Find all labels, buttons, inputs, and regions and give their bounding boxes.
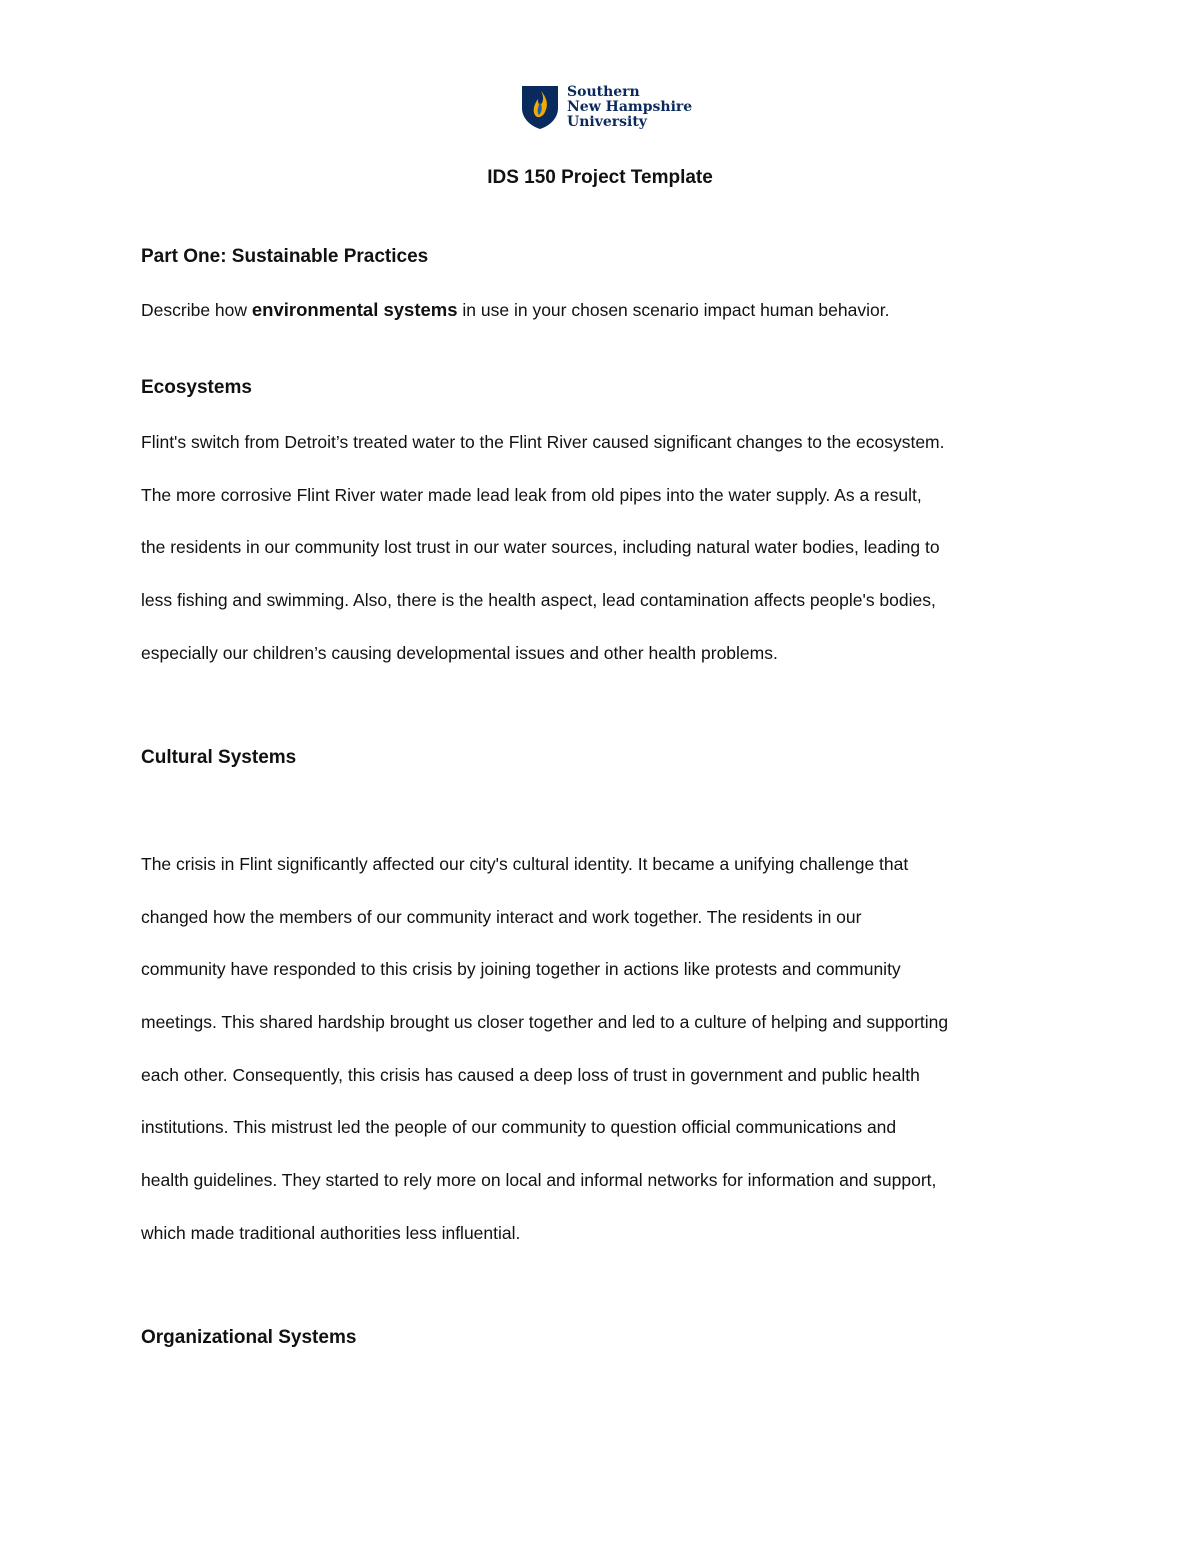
ecosystems-line: Flint's switch from Detroit’s treated water to the Flint River caused significant changes to the ecosystem. bbox=[141, 432, 945, 452]
ecosystems-heading: Ecosystems bbox=[141, 377, 252, 398]
cultural-line: The crisis in Flint significantly affected our city's cultural identity. It became a unifying challenge that bbox=[141, 854, 909, 874]
shield-flame-icon bbox=[521, 84, 559, 130]
cultural-line: which made traditional authorities less influential. bbox=[141, 1223, 521, 1243]
document-title: IDS 150 Project Template bbox=[487, 167, 713, 188]
prompt-bold-term: environmental systems bbox=[251, 299, 458, 320]
ecosystems-line: less fishing and swimming. Also, there is the health aspect, lead contamination affects people's bodies, bbox=[141, 590, 936, 610]
ecosystems-line: The more corrosive Flint River water made lead leak from old pipes into the water supply. As a result, bbox=[141, 485, 922, 505]
logo-line-3: University bbox=[567, 113, 647, 130]
prompt-text-after: in use in your chosen scenario impact human behavior. bbox=[457, 300, 890, 320]
organizational-systems-heading: Organizational Systems bbox=[141, 1327, 357, 1348]
cultural-line: community have responded to this crisis by joining together in actions like protests and community bbox=[141, 959, 901, 979]
cultural-systems-heading: Cultural Systems bbox=[141, 747, 297, 768]
cultural-line: changed how the members of our community interact and work together. The residents in our bbox=[141, 907, 862, 927]
ecosystems-line: especially our children’s causing developmental issues and other health problems. bbox=[141, 643, 778, 663]
prompt-text-before: Describe how bbox=[141, 300, 252, 320]
logo-wordmark bbox=[567, 85, 692, 130]
university-logo bbox=[521, 84, 692, 130]
logo-line-1: Southern bbox=[567, 83, 640, 100]
ecosystems-line: the residents in our community lost trust in our water sources, including natural water bodies, leading to bbox=[141, 537, 940, 557]
cultural-line: meetings. This shared hardship brought us closer together and led to a culture of helping and supporting bbox=[141, 1012, 949, 1032]
cultural-line: each other. Consequently, this crisis has caused a deep loss of trust in government and public health bbox=[141, 1065, 920, 1085]
cultural-line: health guidelines. They started to rely more on local and informal networks for information and support, bbox=[141, 1170, 937, 1190]
logo-line-2: New Hampshire bbox=[567, 98, 693, 115]
part-one-heading: Part One: Sustainable Practices bbox=[141, 246, 429, 267]
cultural-line: institutions. This mistrust led the people of our community to question official communications and bbox=[141, 1117, 897, 1137]
part-one-prompt bbox=[141, 298, 889, 322]
